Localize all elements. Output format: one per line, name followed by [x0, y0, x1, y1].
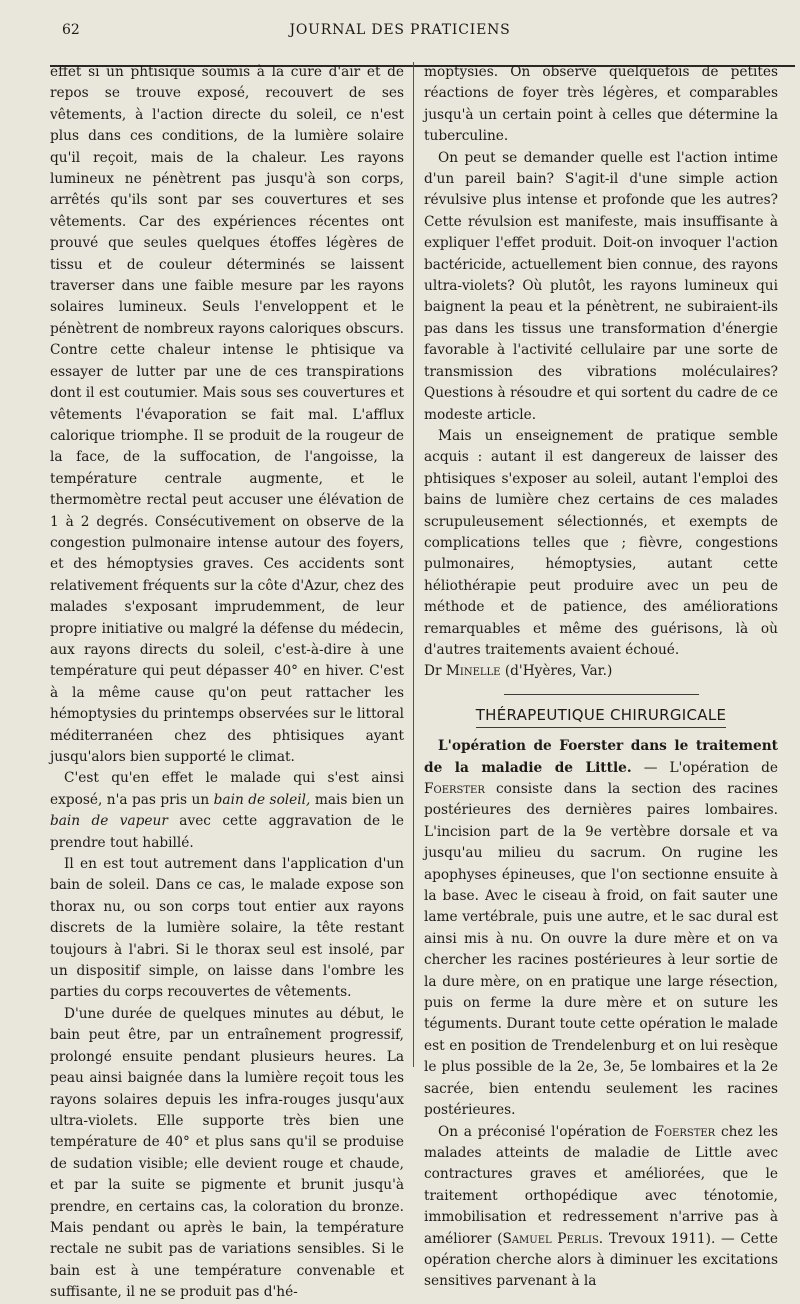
signature-suffix: (d'Hyères, Var.): [500, 663, 613, 680]
section-rule: [504, 694, 699, 695]
left-paragraph-3: Il en est tout autrement dans l'application d'un bain de soleil. Dans ce cas, le malade expose son thorax nu, ou son corps tout entier aux rayons discrets de la lumière solaire, la tête restant toujours à l'abri. Si le thorax seul est insolé, par un dispositif simple, on laisse dans l'ombre les parties du corps recouvertes de vêtements.: [50, 856, 404, 1001]
section-heading-text: THÉRAPEUTIQUE CHIRURGICALE: [476, 705, 727, 728]
left-p2-start: C'est qu'en effet le malade qui s'est ainsi exposé, n'a pas pris un: [50, 770, 404, 808]
signature-prefix: Dr: [424, 663, 446, 680]
article-p2-start: On a préconisé l'opération de: [438, 1123, 655, 1140]
article-paragraph-1: [424, 736, 778, 1121]
article-title: L'opération de Foerster dans le traitement de la maladie de Little.: [424, 738, 778, 776]
left-p2-end: avec cette aggravation de le prendre tout habillé.: [50, 813, 404, 851]
right-paragraph-1: moptysies. On observe quelquefois de petites réactions de foyer très légères, et comparables jusqu'à un certain point à celles que détermine la tuberculine.: [424, 64, 778, 145]
section-heading: [424, 705, 778, 728]
left-paragraph-1: effet si un phtisique soumis à la cure d'air et de repos se trouve exposé, recouvert de ses vêtements, à l'action directe du soleil, ce n'est plus dans ces conditions, de la lumière solaire qu'il reçoit, mais de la chaleur. Les rayons lumineux ne pénètrent pas jusqu'à son corps, arrêtés qu'ils sont par ses couvertures et ses vêtements. Car des expériences récentes ont prouvé que seules quelques étoffes légères de tissu et de couleur déterminés se laissent traverser dans une faible mesure par les rayons solaires lumineux. Seuls l'enveloppent et le pénètrent de nombreux rayons caloriques obscurs. Contre cette chaleur intense le phtisique va essayer de lutter par une de ces transpirations dont il est coutumier. Mais sous ses couvertures et vêtements l'évaporation se fait mal. L'afflux calorique triomphe. Il se produit de la rougeur de la face, de la suffocation, de l'angoisse, la température centrale augmente, et le thermomètre rectal peut accuser une élévation de 1 à 2 degrés. Consécutivement on observe de la congestion pulmonaire intense autour des foyers, et des hémoptysies graves. Ces accidents sont relativement fréquents sur la côte d'Azur, chez des malades s'exposant imprudemment, de leur propre initiative ou malgré la défense du médecin, aux rayons directs du soleil, c'est-à-dire à une température qui peut dépasser 40° en hiver. C'est à la même cause qu'on peut rattacher les hémoptysies du printemps observées sur le littoral méditerranéen chez des phtisiques ayant jusqu'alors bien supporté le climat.: [50, 64, 404, 765]
right-paragraph-2: On peut se demander quelle est l'action intime d'un pareil bain? S'agit-il d'une simple action révulsive plus intense et profonde que les autres? Cette révulsion est manifeste, mais insuffisante à expliquer l'effet produit. Doit-on invoquer l'action bactéricide, actuellement bien connue, des rayons ultra-violets? Où plutôt, les rayons lumineux qui baignent la peau et la pénètrent, ne subiraient-ils pas dans les tissus une transformation d'énergie favorable à l'activité cellulaire par une sorte de transmission des vibrations moléculaires? Questions à résoudre et qui sortent du cadre de ce modeste article.: [424, 149, 778, 423]
left-p2-mid: mais bien un: [310, 791, 405, 808]
article-paragraph-2: [424, 1122, 778, 1293]
author-signature: [424, 661, 778, 682]
article-p2-end: Trevoux 1911). — Cette opération cherche alors à diminuer les excitations sensitives parvenant à la: [424, 1230, 778, 1290]
running-title: JOURNAL DES PRATICIENS: [289, 22, 511, 38]
left-p2-em-bain-de-soleil: bain de soleil,: [213, 791, 311, 808]
left-paragraph-4: D'une durée de quelques minutes au début, le bain peut être, par un entraînement progressif, prolongé ensuite pendant plusieurs heures. La peau ainsi baignée dans la lumière reçoit tous les rayons solaires depuis les infra-rouges jusqu'aux ultra-violets. Elle supporte très bien une température de 40° et plus sans qu'il se produise de sudation visible; elle devient rouge et chaude, et par la suite se pigmente et brunit jusqu'à prendre, en certains cas, la coloration du bronze. Mais pendant ou après le bain, la température rectale ne subit pas de variations sensibles. Si le bain est à une température convenable et suffisante, il ne se produit pas d'hé-: [50, 1005, 404, 1301]
right-column: [424, 62, 778, 1293]
signature-name: Minelle: [445, 663, 501, 680]
article-p2-mid: chez les malades atteints de maladie de Little avec contractures graves et améliorées, que le traitement orthopédique avec ténotomie, immobilisation et redressement n'arrive pas à améliorer (: [424, 1123, 778, 1247]
page-number: 62: [62, 22, 80, 38]
article-p2-name2: Samuel Perlis.: [502, 1230, 604, 1247]
left-p2-em-bain-de-vapeur: bain de vapeur: [50, 813, 168, 830]
left-column: [50, 62, 404, 1304]
left-paragraph-2: [50, 768, 404, 854]
article-p2-name1: Foerster: [654, 1123, 716, 1140]
article-p1-name: Foerster: [424, 781, 485, 797]
right-paragraph-3: Mais un enseignement de pratique semble acquis : autant il est dangereux de laisser des phtisiques s'exposer au soleil, autant l'emploi des bains de lumière chez certains de ces malades scrupuleusement sélectionnés, et exempts de complications telles que ; fièvre, congestions pulmonaires, hémoptysies, autant cette héliothérapie peut produire avec un peu de méthode et de patience, des améliorations remarquables et même des guérisons, là où d'autres traitements avaient échoué.: [424, 427, 778, 658]
article-p1-rest: consiste dans la section des racines postérieures des dernières paires lombaires. L'incision part de la 9e vertèbre dorsale et va jusqu'au milieu du sacrum. On rugine les apophyses épineuses, que l'on sectionne ensuite à la base. Avec le ciseau à froid, on fait sauter une lame vertébrale, puis une autre, et le sac dural est ainsi mis à nu. On ouvre la dure mère et on va chercher les racines postérieures à leur sortie de la dure mère, on en pratique une large résection, puis on ferme la dure mère et on suture les téguments. Durant toute cette opération le malade est en position de Trendelenburg et on lui resèque le plus possible de la 2e, 3e, 5e lombaires et la 2e sacrée, bien entendu seulement les racines postérieures.: [424, 781, 778, 1119]
column-divider: [413, 62, 414, 1067]
page-header: [0, 18, 800, 48]
article-p1-dash: — L'opération de: [631, 759, 778, 776]
